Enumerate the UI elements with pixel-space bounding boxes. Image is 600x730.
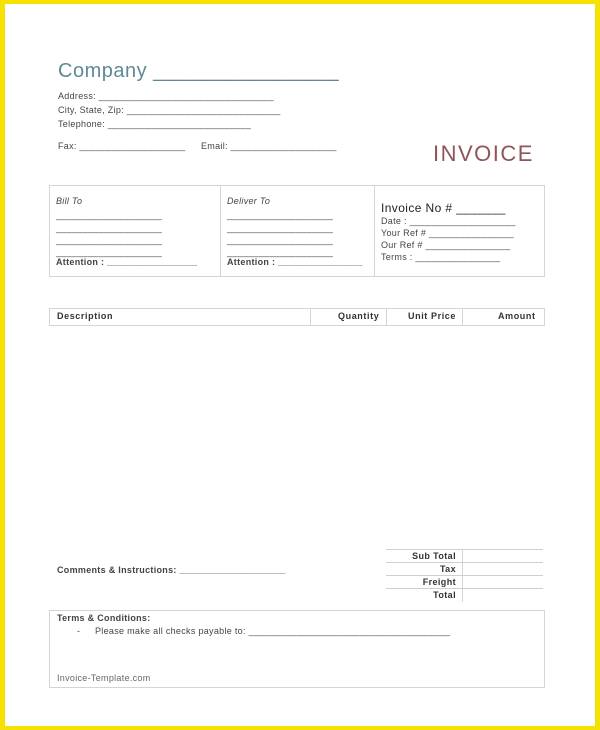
bill-to-attention: Attention : _________________ xyxy=(56,257,198,267)
deliver-to-line: ____________________ xyxy=(227,247,334,257)
bill-to-line: ____________________ xyxy=(56,210,163,220)
company-name: Company ________________ xyxy=(58,60,340,82)
terms-line: Terms : ________________ xyxy=(381,252,501,262)
invoice-number: Invoice No # _______ xyxy=(381,201,506,215)
fax-line: Fax: ____________________ xyxy=(58,141,186,151)
bill-to-heading: Bill To xyxy=(56,196,83,206)
total-label: Total xyxy=(433,590,456,600)
comments-line: Comments & Instructions: ____________________ xyxy=(57,565,286,575)
invoice-title: INVOICE xyxy=(433,141,534,166)
deliver-to-line: ____________________ xyxy=(227,235,334,245)
bill-to-line: ____________________ xyxy=(56,223,163,233)
terms-heading: Terms & Conditions: xyxy=(57,613,151,623)
divider xyxy=(386,309,387,325)
column-unit-price: Unit Price xyxy=(408,311,457,321)
address-line: Address: _________________________________ xyxy=(58,91,274,101)
column-amount: Amount xyxy=(498,311,536,321)
divider xyxy=(310,309,311,325)
your-ref-line: Your Ref # ________________ xyxy=(381,228,514,238)
deliver-to-attention: Attention : ________________ xyxy=(227,257,363,267)
totals-line xyxy=(386,562,543,563)
deliver-to-line: ____________________ xyxy=(227,210,334,220)
terms-line: Please make all checks payable to: ______________________________________ xyxy=(95,626,451,636)
divider xyxy=(220,186,221,276)
email-line: Email: ____________________ xyxy=(201,141,337,151)
subtotal-label: Sub Total xyxy=(412,551,456,561)
column-quantity: Quantity xyxy=(338,311,380,321)
totals-line xyxy=(386,588,543,589)
divider xyxy=(374,186,375,276)
deliver-to-line: ____________________ xyxy=(227,223,334,233)
freight-label: Freight xyxy=(422,577,456,587)
totals-top-line xyxy=(386,549,543,550)
bill-to-line: ____________________ xyxy=(56,235,163,245)
city-line: City, State, Zip: _____________________________ xyxy=(58,105,281,115)
column-description: Description xyxy=(57,311,114,321)
table-header xyxy=(49,308,545,326)
our-ref-line: Our Ref # ________________ xyxy=(381,240,511,250)
bill-to-line: ____________________ xyxy=(56,247,163,257)
deliver-to-heading: Deliver To xyxy=(227,196,271,206)
date-line: Date : ____________________ xyxy=(381,216,516,226)
terms-bullet: - xyxy=(77,626,81,636)
divider xyxy=(462,309,463,325)
footer-site: Invoice-Template.com xyxy=(57,673,151,683)
telephone-line: Telephone: ___________________________ xyxy=(58,119,252,129)
totals-line xyxy=(386,575,543,576)
tax-label: Tax xyxy=(439,564,456,574)
invoice-page xyxy=(5,4,595,726)
